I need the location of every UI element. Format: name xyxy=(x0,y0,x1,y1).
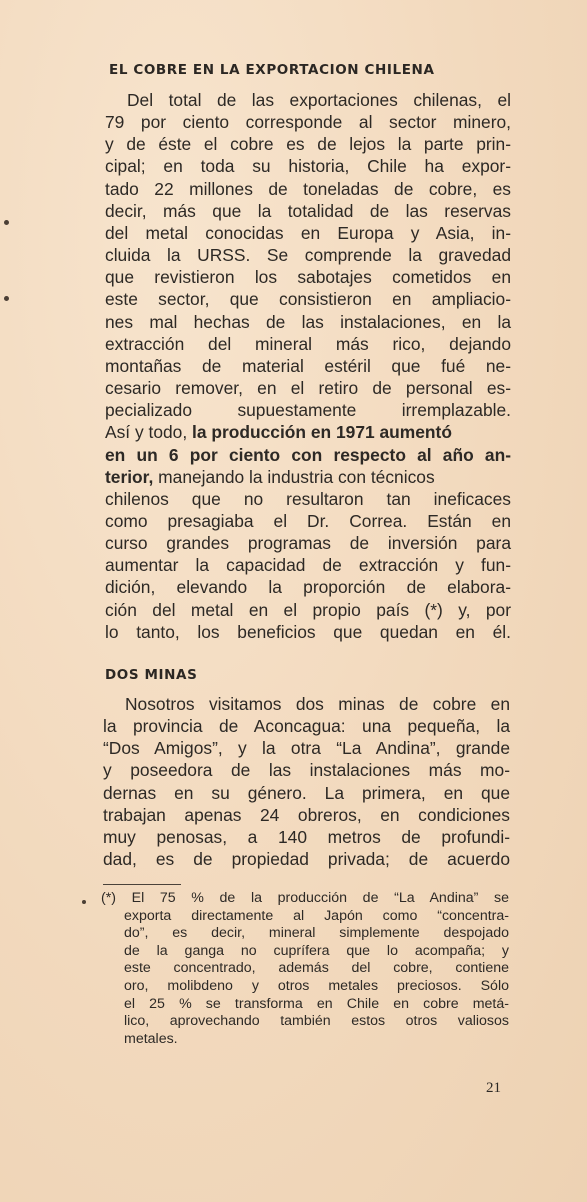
text-line: Nosotros visitamos dos minas de cobre en xyxy=(125,694,510,714)
page-speck xyxy=(4,220,9,225)
text-run: Así y todo, xyxy=(105,422,192,443)
section-title-exportacion: EL COBRE EN LA EXPORTACION CHILENA xyxy=(109,62,435,78)
text-line: dad, es de propiedad privada; de acuerdo xyxy=(103,849,510,870)
footnote-line: exporta directamente al Japón como “concentra- xyxy=(124,907,509,924)
text-line: la provincia de Aconcagua: una pequeña, la xyxy=(103,716,510,737)
text-line: cesario remover, en el retiro de personal es- xyxy=(105,378,511,399)
footnote-line: metales. xyxy=(124,1030,178,1047)
text-line: tado 22 millones de toneladas de cobre, es xyxy=(105,178,511,199)
text-line: y poseedora de las instalaciones más mo- xyxy=(103,760,510,781)
text-line: como presagiaba el Dr. Correa. Están en xyxy=(105,510,511,531)
page-speck xyxy=(82,900,86,904)
text-line: este sector, que consistieron en ampliacio- xyxy=(105,289,511,310)
text-line: Del total de las exportaciones chilenas, el xyxy=(127,90,511,110)
text-line: muy penosas, a 140 metros de profundi- xyxy=(103,826,510,847)
text-line: cluida la URSS. Se comprende la gravedad xyxy=(105,245,511,266)
text-run: manejando la industria con técnicos xyxy=(153,466,435,487)
text-line xyxy=(105,421,511,443)
text-line xyxy=(105,466,511,488)
text-line: 79 por ciento corresponde al sector minero, xyxy=(105,112,511,133)
text-line: “Dos Amigos”, y la otra “La Andina”, grande xyxy=(103,738,510,759)
page-number: 21 xyxy=(486,1080,501,1096)
text-line: lo tanto, los beneficios que quedan en él. xyxy=(105,621,511,642)
section-title-dos-minas: DOS MINAS xyxy=(105,667,198,683)
text-line: aumentar la capacidad de extracción y fun- xyxy=(105,555,511,576)
footnote xyxy=(101,890,509,1048)
text-line: extracción del mineral más rico, dejando xyxy=(105,333,511,354)
text-line: decir, más que la totalidad de las reservas xyxy=(105,200,511,221)
footnote-divider xyxy=(103,884,181,885)
text-line: que revistieron los sabotajes cometidos en xyxy=(105,267,511,288)
text-line: ción del metal en el propio país (*) y, por xyxy=(105,599,511,620)
text-line: dernas en su género. La primera, en que xyxy=(103,782,510,803)
text-line: dición, elevando la proporción de elabora- xyxy=(105,577,511,598)
footnote-line: lico, aprovechando también estos otros valiosos xyxy=(124,1013,509,1030)
text-line: del metal conocidas en Europa y Asia, in- xyxy=(105,222,511,243)
bold-text-run: terior, xyxy=(105,466,154,487)
paragraph-exportacion xyxy=(105,89,511,643)
text-line: pecializado supuestamente irremplazable. xyxy=(105,400,511,421)
footnote-line: oro, molibdeno y otros metales preciosos. Sólo xyxy=(124,977,509,994)
footnote-line: este concentrado, además del cobre, contiene xyxy=(124,960,509,977)
text-line: y de éste el cobre es de lejos la parte prin- xyxy=(105,134,511,155)
paragraph-dos-minas xyxy=(103,693,510,870)
page-speck xyxy=(4,296,9,301)
text-line: curso grandes programas de inversión para xyxy=(105,533,511,554)
footnote-line: do”, es decir, mineral simplemente despojado xyxy=(124,925,509,942)
footnote-line: (*) El 75 % de la producción de “La Andina” se xyxy=(101,890,509,906)
bold-text-run: la producción en 1971 aumentó xyxy=(192,422,452,443)
bold-text-line: en un 6 por ciento con respecto al año an- xyxy=(105,444,511,465)
text-line: trabajan apenas 24 obreros, en condiciones xyxy=(103,804,510,825)
footnote-line: de la ganga no cuprífera que lo acompaña; y xyxy=(124,942,509,959)
text-line: nes mal hechas de las instalaciones, en la xyxy=(105,311,511,332)
footnote-line: el 25 % se transforma en Chile en cobre metá- xyxy=(124,995,509,1012)
text-line: cipal; en toda su historia, Chile ha expor- xyxy=(105,156,511,177)
text-line: chilenos que no resultaron tan ineficaces xyxy=(105,488,511,509)
text-line: montañas de material estéril que fué ne- xyxy=(105,355,511,376)
